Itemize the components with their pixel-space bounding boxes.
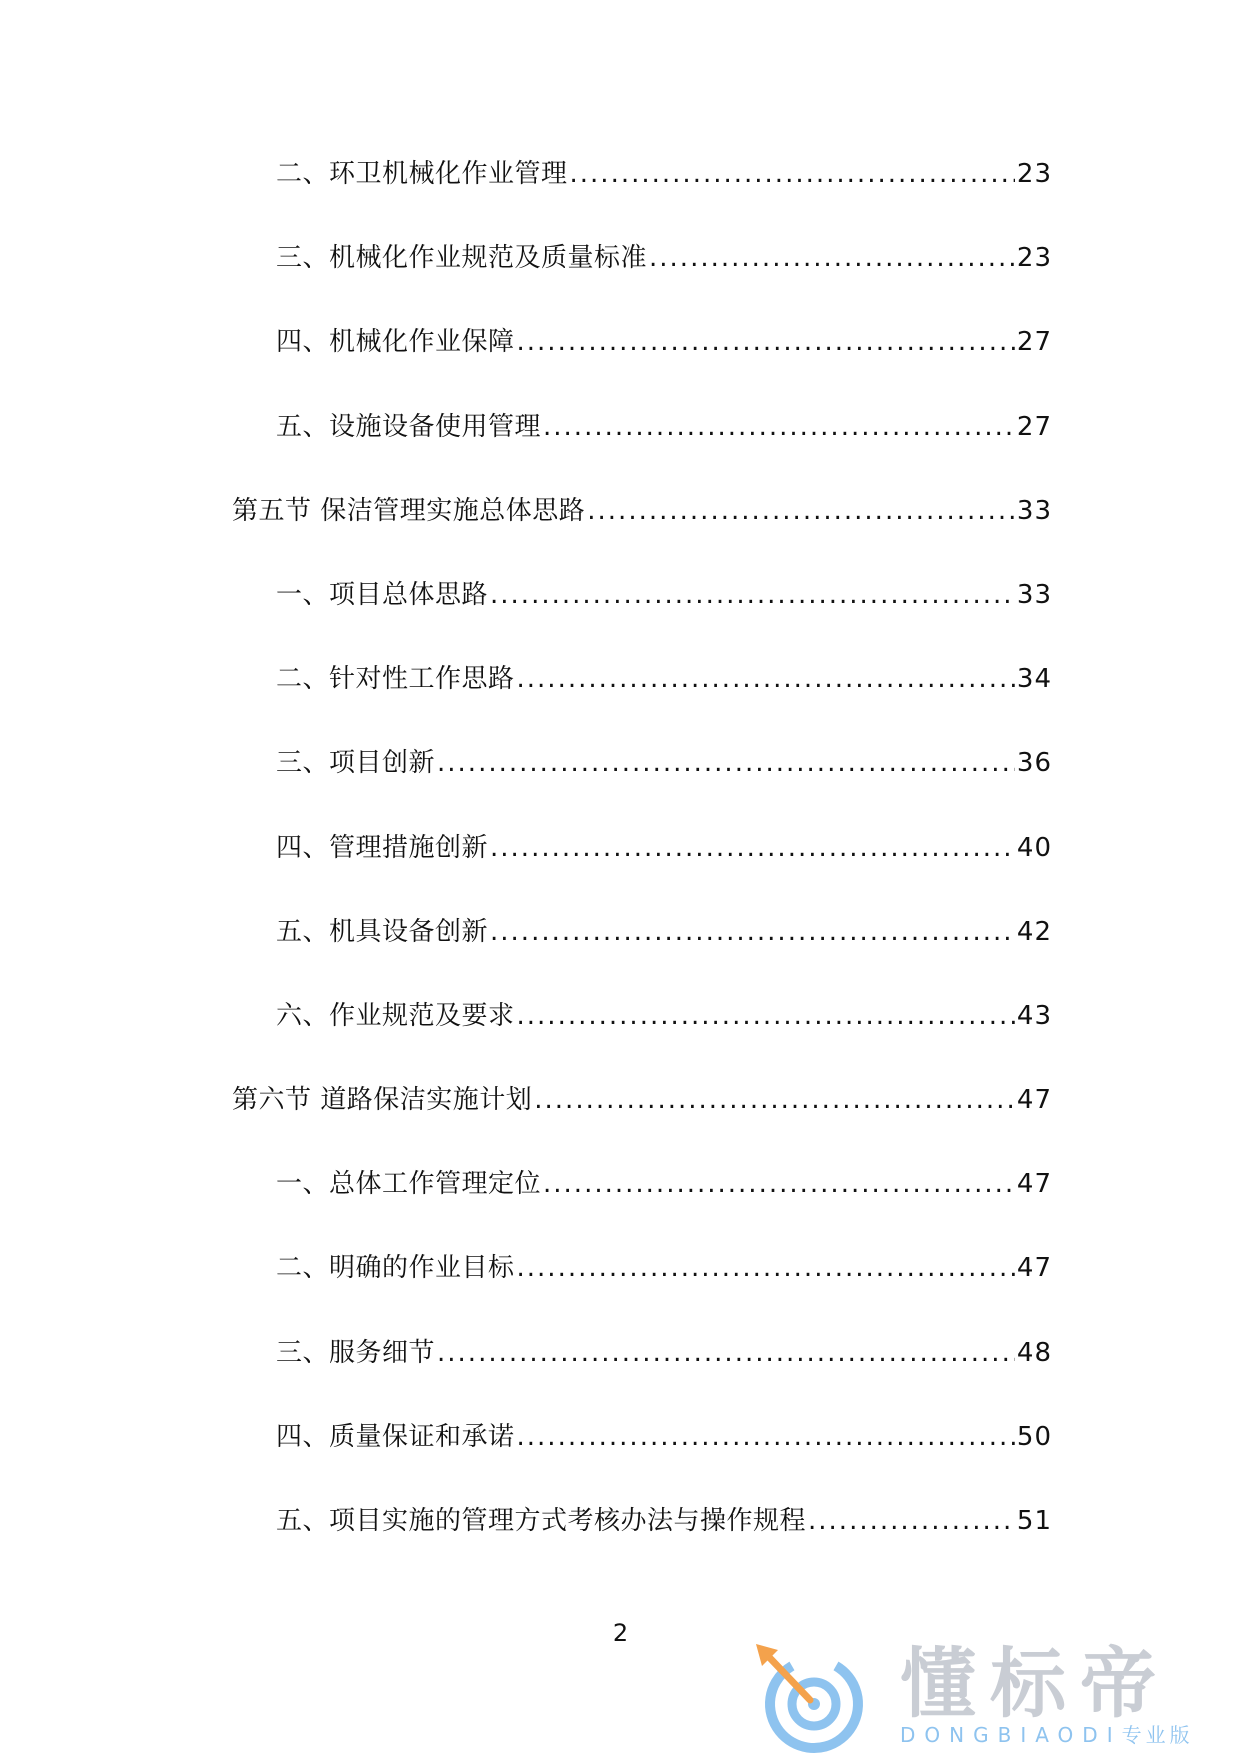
toc-entry-page: 42: [1016, 916, 1052, 947]
toc-entry: [232, 1252, 1052, 1336]
toc-entry-title: 四、管理措施创新: [276, 832, 489, 863]
toc-dot-leader: [543, 411, 1015, 443]
toc-entry-title: 三、机械化作业规范及质量标准: [276, 243, 648, 274]
toc-dot-leader: [517, 1000, 1015, 1032]
toc-entry-page: 51: [1016, 1506, 1052, 1536]
toc-dot-leader: [490, 579, 1015, 611]
toc-entry-title: 五、机具设备创新: [276, 916, 489, 947]
toc-entry-page: 43: [1016, 1000, 1052, 1031]
toc-entry-title: 第五节 保洁管理实施总体思路: [232, 495, 586, 526]
toc-entry-page: 47: [1016, 1253, 1052, 1284]
toc-dot-leader: [437, 1337, 1015, 1369]
toc-entry-title: 三、项目创新: [276, 748, 436, 779]
toc-entry-page: 36: [1016, 748, 1052, 779]
toc-dot-leader: [649, 242, 1015, 274]
toc-dot-leader: [570, 158, 1015, 190]
toc-entry: [232, 916, 1052, 1000]
watermark-subtitle: [900, 1724, 1194, 1746]
toc-entry-page: 47: [1016, 1169, 1052, 1200]
toc-entry-title: 五、设施设备使用管理: [276, 411, 542, 442]
toc-dot-leader: [587, 495, 1015, 527]
toc-dot-leader: [517, 663, 1015, 695]
toc-entry: [232, 579, 1052, 663]
toc-entry: [232, 1337, 1052, 1421]
toc-entry: [232, 1000, 1052, 1084]
toc-entry: [232, 1084, 1052, 1168]
toc-dot-leader: [808, 1505, 1015, 1537]
toc-entry-title: 一、总体工作管理定位: [276, 1169, 542, 1200]
toc-entry-page: 23: [1016, 159, 1052, 189]
watermark-logo: [748, 1640, 1228, 1750]
toc-entry-title: 二、针对性工作思路: [276, 664, 515, 695]
toc-entry-title: 一、项目总体思路: [276, 579, 489, 610]
toc-entry-page: 27: [1016, 411, 1052, 442]
toc-dot-leader: [490, 832, 1015, 864]
toc-entry-title: 第六节 道路保洁实施计划: [232, 1085, 533, 1116]
toc-entry-title: 四、质量保证和承诺: [276, 1421, 515, 1452]
toc-entry-page: 50: [1016, 1421, 1052, 1452]
watermark-brand: 懂标帝: [900, 1639, 1170, 1728]
toc-entry-title: 二、环卫机械化作业管理: [276, 159, 568, 189]
toc-dot-leader: [437, 747, 1015, 779]
toc-entry-page: 47: [1016, 1085, 1052, 1116]
toc-entry-title: 六、作业规范及要求: [276, 1000, 515, 1031]
toc-entry-page: 33: [1016, 579, 1052, 610]
toc-entry: [232, 411, 1052, 495]
toc-entry-title: 五、项目实施的管理方式考核办法与操作规程: [276, 1506, 807, 1536]
watermark-edition: 专业版: [1121, 1723, 1194, 1747]
toc-entry: [232, 326, 1052, 410]
toc-dot-leader: [517, 1421, 1015, 1453]
toc-dot-leader: [534, 1084, 1015, 1116]
page-number: 2: [612, 1619, 629, 1647]
toc-entry-page: 27: [1016, 327, 1052, 358]
toc-entry: [232, 242, 1052, 326]
toc-entry-title: 三、服务细节: [276, 1337, 436, 1368]
toc-entry-page: 40: [1016, 832, 1052, 863]
toc-entry: [232, 747, 1052, 831]
toc-entry-page: 33: [1016, 495, 1052, 526]
toc-entry: [232, 1168, 1052, 1252]
toc-entry-page: 48: [1016, 1337, 1052, 1368]
toc-dot-leader: [543, 1168, 1015, 1200]
toc-dot-leader: [490, 916, 1015, 948]
toc-entry: [232, 663, 1052, 747]
toc-dot-leader: [517, 326, 1015, 358]
toc-dot-leader: [517, 1252, 1015, 1284]
toc-entry-title: 四、机械化作业保障: [276, 327, 515, 358]
table-of-contents: [232, 158, 1052, 1589]
toc-entry-title: 二、明确的作业目标: [276, 1253, 515, 1284]
toc-entry: [232, 495, 1052, 579]
toc-entry: [232, 1505, 1052, 1589]
toc-entry-page: 23: [1016, 243, 1052, 274]
toc-entry: [232, 1421, 1052, 1505]
watermark-pinyin: DONGBIAODI: [900, 1723, 1122, 1747]
target-arrow-icon: [748, 1640, 868, 1754]
toc-entry-page: 34: [1016, 664, 1052, 695]
toc-entry: [232, 158, 1052, 242]
toc-entry: [232, 832, 1052, 916]
